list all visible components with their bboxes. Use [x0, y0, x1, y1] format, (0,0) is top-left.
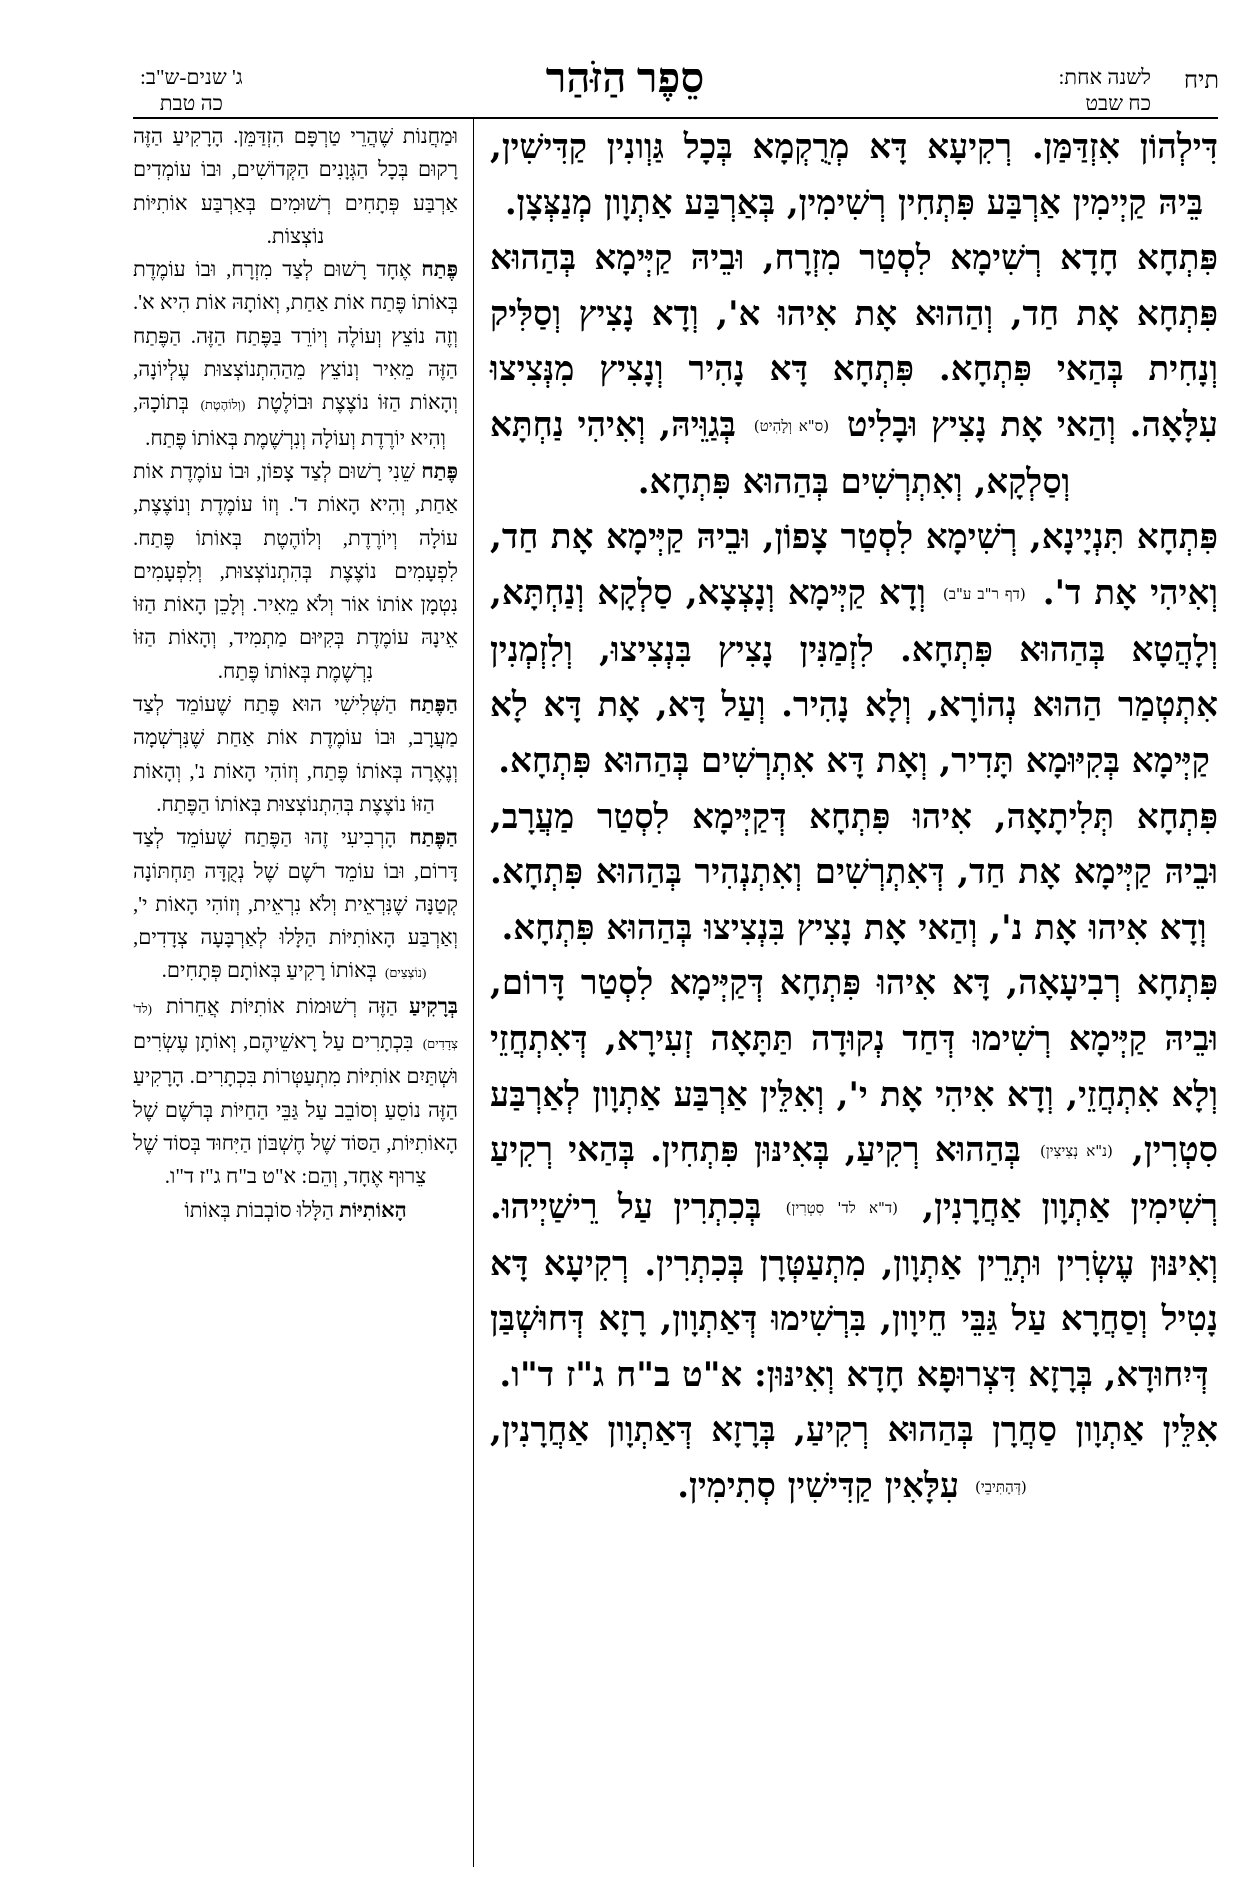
main-paragraph-text: בְּגַוֵּיהּ, וְאִיהִי נַחְתָּא וְסַלְקָא, וְאִתְרְשִׁים בְּהַהוּא פִּתְחָא. — [490, 404, 1071, 502]
main-text-column — [490, 120, 1218, 1516]
main-paragraph-text: בְּהַהוּא רְקִיעַ, בְּאִינּוּן פִּתְחִין. בְּהַאי רְקִיעַ רְשִׁימִין אַתְוָון אַחֲרָנִין, — [490, 1130, 1219, 1227]
main-paragraph — [490, 790, 1218, 957]
translation-paragraph — [133, 120, 458, 253]
header-right-reading-schedule — [1058, 64, 1151, 116]
translation-column — [133, 120, 458, 1227]
header-rule — [133, 117, 1218, 119]
header-left-reading-schedule — [140, 64, 243, 116]
translation-paragraph — [133, 1194, 458, 1227]
translation-paragraph — [133, 821, 458, 989]
main-paragraph-text: פִּתְחָא תִּנְיָינָא, רְשִׁימָא לִסְטַר צָפוֹן, וּבֵיהּ קַיְּימָא אָת חַד, וְאִיהִי אָת ד'. — [490, 517, 1218, 613]
variant-reading-note: (וְלוֹהֶטֶת) — [200, 397, 246, 413]
main-paragraph-text: פִּתְחָא תְּלִיתָאָה, אִיהוּ פִּתְחָא דְּקַיְּימָא לִסְטַר מַעֲרָב, וּבֵיהּ קַיְּימָא אָת חַד, דְּאִתְרְשִׁים וְאִתְנְהִיר בְּהַהוּא פִּתְחָא. וְדָא אִיהוּ אָת נ', וְהַאי אָת נָצִיץ בִּנְצִיצוּ בְּהַהוּא פִּתְחָא. — [490, 796, 1218, 948]
translation-text: הַזֶּה רְשׁוּמוֹת אוֹתִיּוֹת אֲחֵרוֹת — [165, 993, 398, 1018]
variant-reading-note: (ס"א וְלָהִיט) — [753, 417, 830, 436]
main-paragraph-text: פִּתְחָא חָדָא רְשִׁימָא לִסְטַר מִזְרָח, וּבֵיהּ קַיְּימָא בְּהַהוּא פִּתְחָא אָת חַד, וְהַהוּא אָת אִיהוּ א', וְדָא נָצִיץ וְסַלִּיק וְנָחִית בְּהַאי פִּתְחָא. פִּתְחָא דָּא נָהִיר וְנָצִיץ מִנְּצִיצוּ עִלָּאָה. וְהַאי אָת נָצִיץ וּבָלִיט — [490, 238, 1218, 445]
main-paragraph — [490, 510, 1218, 789]
main-paragraph — [490, 956, 1218, 1403]
page-number: תיח — [1183, 68, 1219, 94]
translation-text: בִּכְתָרִים עַל רָאשֵׁיהֶם, וְאוֹתָן עֶשְׂרִים וּשְׁתַּיִם אוֹתִיּוֹת מִתְעַטְּרוֹת בִּכְתָרִים. הָרָקִיעַ הַזֶּה נוֹסֵעַ וְסוֹבֵב עַל גַּבֵּי הַחַיּוֹת בְּרֹשֶׁם שֶׁל הָאוֹתִיּוֹת, הַסּוֹד שֶׁל חֶשְׁבּוֹן הַיִּחוּד בְּסוֹד שֶׁל צֵרוּף אֶחָד, וְהֵם: א"ט ב"ח ג"ז ד"ו. — [133, 1029, 458, 1189]
main-paragraph-text: אִלֵּין אַתְוָון סַחֲרָן בְּהַהוּא רְקִיעַ, בְּרָזָא דְּאַתְוָון אַחֲרָנִין, — [490, 1410, 1218, 1451]
translation-paragraph — [133, 688, 458, 821]
translation-text: בְּאוֹתוֹ רָקִיעַ בְּאוֹתָם פְּתָחִים. — [161, 958, 377, 983]
main-paragraph — [490, 1403, 1218, 1515]
header-left-top: ג' שנים-ש"ב: — [140, 65, 243, 89]
header-right-top: לשנה אחת: — [1058, 65, 1151, 89]
paragraph-lead-word: הַפֶּתַח — [409, 692, 458, 717]
paragraph-lead-word: פֶּתַח — [421, 257, 459, 282]
variant-reading-note: (נ"א נְצִיצִין) — [1039, 1142, 1113, 1161]
paragraph-lead-word: הַפֶּתַח — [409, 825, 459, 850]
translation-text: הָרְבִיעִי זֶהוּ הַפֶּתַח שֶׁעוֹמֵד לְצַד דָּרוֹם, וּבוֹ עוֹמֵד רֹשֶׁם שֶׁל נְקֻדָּה תַּחְתּוֹנָה קְטַנָּה שֶׁנִּרְאֵית וְלֹא נִרְאֵית, וְזוֹהִי הָאוֹת י', וְאַרְבַּע הָאוֹתִיּוֹת הַלָּלוּ לְאַרְבָּעָה צְדָדִים, — [133, 825, 458, 950]
main-paragraph-text: דִּילְהוֹן אִזְדַּמַּן. רְקִיעָא דָּא מְרֻקְמָא בְּכָל גַּוְונִין קַדִּישִׁין, בֵּיהּ קַיְימִין אַרְבַּע פִּתְחִין רְשִׁימִין, בְּאַרְבַּע אַתְוָון מְנַצְּצָן. — [490, 127, 1218, 223]
main-paragraph-text: עִלָּאִין קַדִּישִׁין סְתִימִין. — [677, 1466, 960, 1507]
folio-reference: (דף ר"ב ע"ב) — [942, 585, 1026, 604]
main-paragraph-text: וְדָא קַיְּימָא וְנָצְצָא, סַלְקָא וְנַחְתָּא, וְלָהֲטָא בְּהַהוּא פִּתְחָא. לִזְמַנִּין נָצִיץ בִּנְצִיצוּ, וְלִזְמְנִין אִתְטְמַר הַהוּא נְהוֹרָא, וְלָא נָהִיר. וְעַל דָּא, אָת דָּא לָא קַיְּימָא בְּקִיּוּמָא תָּדִיר, וְאָת דָּא אִתְרְשִׁים בְּהַהוּא פִּתְחָא. — [490, 572, 1218, 781]
translation-paragraph — [133, 990, 458, 1194]
header-left-bottom: כה טבת — [159, 91, 223, 115]
header-right-bottom: כח שבט — [1085, 91, 1151, 115]
variant-reading-note: (לד' צְדָדִים) — [133, 1000, 458, 1052]
translation-paragraph — [133, 253, 458, 455]
translation-text: אֶחָד רָשׁוּם לְצַד מִזְרָח, וּבוֹ עוֹמֶדֶת בְּאוֹתוֹ פֶּתַח אוֹת אַחַת, וְאוֹתָהּ אוֹת הִיא א'. וְזֶה נוֹצֵץ וְעוֹלֶה וְיוֹרֵד בַּפֶּתַח הַזֶּה. הַפֶּתַח הַזֶּה מֵאִיר וְנוֹצֵץ מֵהַהִתְנוֹצְצוּת עֶלְיוֹנָה, וְהָאוֹת הַזּוֹ נוֹצֶצֶת וּבוֹלֶטֶת — [133, 257, 459, 415]
translation-paragraph — [133, 455, 458, 688]
paragraph-lead-word: פֶּתַח — [421, 458, 458, 483]
variant-reading-note: (דְּהָתִּיבֵי) — [974, 1478, 1027, 1497]
column-divider — [473, 117, 474, 1867]
paragraph-lead-word: הָאוֹתִיּוֹת — [339, 1197, 407, 1222]
translation-text: הַלָּלוּ סוֹבְבוֹת בְּאוֹתוֹ — [184, 1197, 334, 1222]
main-paragraph — [490, 120, 1218, 231]
book-title: סֵפֶר הַזֹּהַר — [545, 56, 705, 102]
main-paragraph-text: פִּתְחָא רְבִיעָאָה, דָּא אִיהוּ פִּתְחָא דְּקַיְּימָא לִסְטַר דָּרוֹם, וּבֵיהּ קַיְּימָא רְשִׁימוּ דְּחַד נְקוּדָה תַּתָּאָה זְעִירָא, דְּאִתְחֲזֵי וְלָא אִתְחֲזֵי, וְדָא אִיהִי אָת י', וְאִלֵּין אַרְבַּע אַתְוָון לְאַרְבַּע סִטְרִין, — [490, 963, 1219, 1171]
translation-text: בְּתוֹכָהּ, וְהִיא יוֹרֶדֶת וְעוֹלָה וְנִרְשֶׁמֶת בְּאוֹתוֹ פֶּתַח. — [133, 390, 446, 450]
main-paragraph — [490, 231, 1218, 510]
translation-text: הַשְּׁלִישִׁי הוּא פֶּתַח שֶׁעוֹמֵד לְצַד מַעֲרָב, וּבוֹ עוֹמֶדֶת אוֹת אַחַת שֶׁנִּרְשְׁמָה וְנֶאֶרָה בְּאוֹתוֹ פֶּתַח, וְזוֹהִי הָאוֹת נ', וְהָאוֹת הַזּוֹ נוֹצֶצֶת בְּהִתְנוֹצְצוּת בְּאוֹתוֹ הַפֶּתַח. — [133, 692, 458, 816]
paragraph-lead-word: בְּרָקִיעַ — [408, 993, 459, 1018]
variant-reading-note: (ד"א לד' סִטְרִין) — [785, 1199, 898, 1218]
translation-text: שֵׁנִי רָשׁוּם לְצַד צָפוֹן, וּבוֹ עוֹמֶדֶת אוֹת אַחַת, וְהִיא הָאוֹת ד'. וְזוֹ עוֹמֶדֶת וְנוֹצֶצֶת, עוֹלָה וְיוֹרֶדֶת, וְלוֹהֶטֶת בְּאוֹתוֹ פֶּתַח. לִפְעָמִים נוֹצֶצֶת בְּהִתְנוֹצְצוּת, וְלִפְעָמִים נִטְמָן אוֹתוֹ אוֹר וְלֹא מֵאִיר. וְלָכֵן הָאוֹת הַזּוֹ אֵינָהּ עוֹמֶדֶת בְּקִיּוּם מַתְמִיד, וְהָאוֹת הַזּוֹ נִרְשֶׁמֶת בְּאוֹתוֹ פֶּתַח. — [133, 458, 458, 683]
variant-reading-note: (נוֹצְצִים) — [384, 965, 427, 981]
main-paragraph-text: בְּכִתְרִין עַל רֵישַׁיְיהוּ. וְאִינּוּן עֶשְׂרִין וּתְרֵין אַתְוָון, מִתְעַטְּרָן בְּכִתְרִין. רְקִיעָא דָּא נָטִיל וְסַחֲרָא עַל גַּבֵּי חֵיוָון, בִּרְשִׁימוּ דְּאַתְוָון, רָזָא דְּחוּשְׁבַּן דְּיִחוּדָא, בְּרָזָא דִּצְרוּפָא חָדָא וְאִינּוּן: א"ט ב"ח ג"ז ד"ו. — [490, 1186, 1218, 1395]
translation-text: וּמַחֲנוֹת שֶׁהֲרֵי טַרְפָּם הִזְדַּמֵּן. הָרָקִיעַ הַזֶּה רָקוּם בְּכָל הַגְּוָנִים הַקְּדוֹשִׁים, וּבוֹ עוֹמְדִים אַרְבַּע פְּתָחִים רְשׁוּמִים בְּאַרְבַּע אוֹתִיּוֹת נוֹצְצוֹת. — [133, 124, 458, 248]
